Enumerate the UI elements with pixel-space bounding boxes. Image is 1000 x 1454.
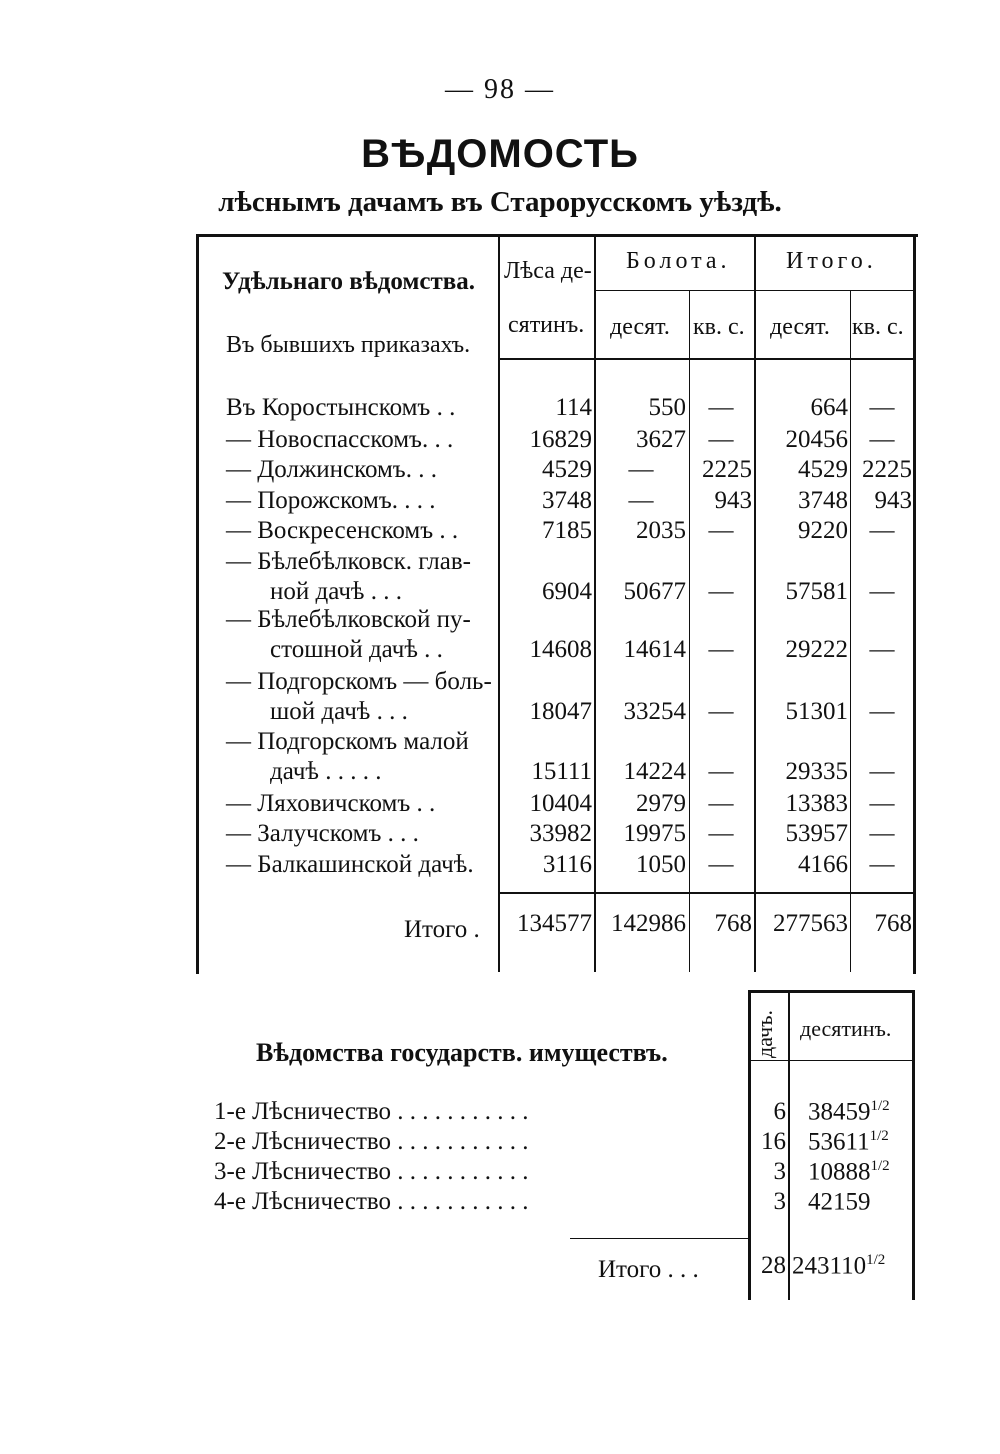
total-desyatin: 29222 <box>785 636 848 663</box>
table1-section-subtitle: Въ бывшихъ приказахъ. <box>226 332 471 358</box>
table1-header-rule <box>498 358 916 360</box>
total-kv-sazh: — <box>869 820 895 847</box>
swamp-desyatin: 50677 <box>623 578 686 605</box>
total-kv-sazh: 943 <box>874 487 912 514</box>
table2-right-rule <box>912 990 915 1300</box>
swamp-kv-sazh: — <box>708 758 734 785</box>
forest-desyatin: 15111 <box>531 758 592 785</box>
table1-total-rule <box>498 892 916 894</box>
forest-desyatin: 14608 <box>529 636 592 663</box>
forestry-label: 3-е Лѣсничество . . . . . . . . . . . <box>214 1158 529 1185</box>
forestry-desyatin-value: 42159 <box>808 1188 871 1216</box>
forest-desyatin: 6904 <box>542 578 592 605</box>
col-header-forest: Лѣса де- <box>504 258 592 284</box>
row-label: — Воскресенскомъ . . <box>226 517 459 544</box>
swamp-desyatin: 1050 <box>636 851 686 878</box>
table2-header-rule <box>750 1060 914 1061</box>
total-kv-sazh: — <box>869 851 895 878</box>
total-kv-sazh: — <box>869 636 895 663</box>
swamp-kv-sazh: — <box>708 426 734 453</box>
col-header-desyatin: десятинъ. <box>800 1016 892 1041</box>
total-desyatin: 53957 <box>785 820 848 847</box>
forest-desyatin: 3116 <box>542 851 592 878</box>
col-header-swamps: Болота. <box>626 248 731 274</box>
total-kv-sazh: — <box>869 517 895 544</box>
table2-section-title: Вѣдомства государств. имуществъ. <box>256 1038 668 1067</box>
swamp-kv-sazh: — <box>708 851 734 878</box>
document-title: ВѢДОМОСТЬ <box>361 132 639 176</box>
row-label-line2: ной дачѣ . . . <box>270 578 402 605</box>
forestry-label: 4-е Лѣсничество . . . . . . . . . . . <box>214 1188 529 1215</box>
forestry-desyatin-value: 53611 <box>808 1128 870 1156</box>
forest-desyatin: 18047 <box>529 698 592 725</box>
forest-desyatin: 4529 <box>542 456 592 483</box>
forest-desyatin: 10404 <box>529 790 592 817</box>
forestry-desyatin-value: 10888 <box>808 1158 871 1186</box>
fraction: 1/2 <box>870 1098 890 1114</box>
total-kv-sazh: 2225 <box>862 456 912 483</box>
row-label-line1: — Подгорскомъ малой <box>226 728 469 755</box>
total-kv-sazh: — <box>869 758 895 785</box>
row-label-line1: — Бѣлебѣлковской пу- <box>226 606 471 633</box>
table2-total-dach: 28 <box>761 1252 786 1279</box>
forestry-desyatin <box>808 1128 889 1156</box>
row-label-line2: стошной дачѣ . . <box>270 636 443 663</box>
table2-total-desyatin <box>792 1252 885 1280</box>
table2-total-rule <box>570 1238 750 1239</box>
forestry-dach-count: 6 <box>773 1098 786 1125</box>
total-kv-sazh: — <box>869 394 895 421</box>
swamp-desyatin: 19975 <box>623 820 686 847</box>
table1-top-rule <box>196 234 918 237</box>
swamp-desyatin: 3627 <box>636 426 686 453</box>
forestry-label: 1-е Лѣсничество . . . . . . . . . . . <box>214 1098 529 1125</box>
col-header-total: Итого. <box>786 248 877 274</box>
forest-desyatin: 16829 <box>529 426 592 453</box>
swamp-kv-sazh: — <box>708 820 734 847</box>
forest-desyatin: 33982 <box>529 820 592 847</box>
col-header-forest-2: сятинъ. <box>508 312 585 338</box>
forestry-desyatin <box>808 1188 871 1216</box>
table1-total-swamp-des: 142986 <box>611 910 686 937</box>
swamp-desyatin: 550 <box>648 394 686 421</box>
forest-desyatin: 7185 <box>542 517 592 544</box>
col-header-dach: дачъ. <box>752 1009 777 1058</box>
table2-total-desyatin-value: 243110 <box>792 1252 867 1280</box>
table2-left-rule <box>748 990 751 1300</box>
swamp-desyatin: — <box>628 487 654 514</box>
forestry-dach-count: 3 <box>773 1188 786 1215</box>
total-desyatin: 51301 <box>785 698 848 725</box>
row-label: — Залучскомъ . . . <box>226 820 419 847</box>
forestry-dach-count: 16 <box>761 1128 786 1155</box>
table2-top-rule <box>748 990 914 993</box>
swamp-kv-sazh: — <box>708 636 734 663</box>
swamp-kv-sazh: 943 <box>714 487 752 514</box>
subheader-kv-sazh: кв. с. <box>693 314 745 340</box>
swamp-kv-sazh: — <box>708 698 734 725</box>
row-label: — Порожскомъ. . . . <box>226 487 436 514</box>
total-desyatin: 4529 <box>798 456 848 483</box>
swamp-kv-sazh: — <box>708 394 734 421</box>
swamp-kv-sazh: 2225 <box>702 456 752 483</box>
document-subtitle: лѣснымъ дачамъ въ Старорусскомъ уѣздѣ. <box>218 186 782 218</box>
table2-total-label: Итого . . . <box>598 1256 699 1283</box>
total-desyatin: 3748 <box>798 487 848 514</box>
table1-total-label: Итого . <box>404 916 480 943</box>
row-label: — Новоспасскомъ. . . <box>226 426 454 453</box>
subheader-desyat: десят. <box>610 314 670 340</box>
subheader-desyat-total: десят. <box>770 314 830 340</box>
table1-total-forest: 134577 <box>517 910 592 937</box>
swamp-desyatin: 2979 <box>636 790 686 817</box>
forestry-desyatin <box>808 1158 890 1186</box>
swamp-desyatin: 33254 <box>623 698 686 725</box>
total-desyatin: 4166 <box>798 851 848 878</box>
total-desyatin: 664 <box>810 394 848 421</box>
row-label: — Балкашинской дачѣ. <box>226 851 474 878</box>
table1-total-swamp-kv: 768 <box>714 910 752 937</box>
swamp-kv-sazh: — <box>708 578 734 605</box>
row-label-line2: шой дачѣ . . . <box>270 698 408 725</box>
row-label: Въ Коростынскомъ . . <box>226 394 456 421</box>
forest-desyatin: 114 <box>555 394 592 421</box>
table1-total-kv: 768 <box>874 910 912 937</box>
fraction: 1/2 <box>870 1158 890 1174</box>
table2-col-rule <box>788 992 790 1300</box>
table1-col-rule <box>850 290 851 972</box>
swamp-kv-sazh: — <box>708 517 734 544</box>
page-number: — 98 — <box>445 74 555 105</box>
table1-right-rule <box>913 234 916 974</box>
fraction: 1/2 <box>869 1128 889 1144</box>
total-desyatin: 57581 <box>785 578 848 605</box>
subheader-kv-sazh-total: кв. с. <box>852 314 904 340</box>
swamp-kv-sazh: — <box>708 790 734 817</box>
table1-total-des: 277563 <box>773 910 848 937</box>
row-label: — Должинскомъ. . . <box>226 456 437 483</box>
forestry-dach-count: 3 <box>773 1158 786 1185</box>
total-kv-sazh: — <box>869 578 895 605</box>
swamp-desyatin: 14224 <box>623 758 686 785</box>
total-desyatin: 13383 <box>785 790 848 817</box>
swamp-desyatin: 14614 <box>623 636 686 663</box>
table1-header-rule <box>596 290 916 291</box>
row-label-line1: — Бѣлебѣлковск. глав- <box>226 548 471 575</box>
table1-section-title: Удѣльнаго вѣдомства. <box>222 268 476 295</box>
total-desyatin: 9220 <box>798 517 848 544</box>
row-label: — Ляховичскомъ . . <box>226 790 436 817</box>
total-kv-sazh: — <box>869 698 895 725</box>
row-label-line1: — Подгорскомъ — боль- <box>226 668 492 695</box>
forestry-desyatin <box>808 1098 890 1126</box>
total-desyatin: 20456 <box>785 426 848 453</box>
row-label-line2: дачѣ . . . . . <box>270 758 382 785</box>
forestry-label: 2-е Лѣсничество . . . . . . . . . . . <box>214 1128 529 1155</box>
swamp-desyatin: 2035 <box>636 517 686 544</box>
total-kv-sazh: — <box>869 790 895 817</box>
forest-desyatin: 3748 <box>542 487 592 514</box>
total-desyatin: 29335 <box>785 758 848 785</box>
swamp-desyatin: — <box>628 456 654 483</box>
table1-left-rule <box>196 234 199 974</box>
forestry-desyatin-value: 38459 <box>808 1098 871 1126</box>
fraction: 1/2 <box>866 1252 886 1268</box>
total-kv-sazh: — <box>869 426 895 453</box>
